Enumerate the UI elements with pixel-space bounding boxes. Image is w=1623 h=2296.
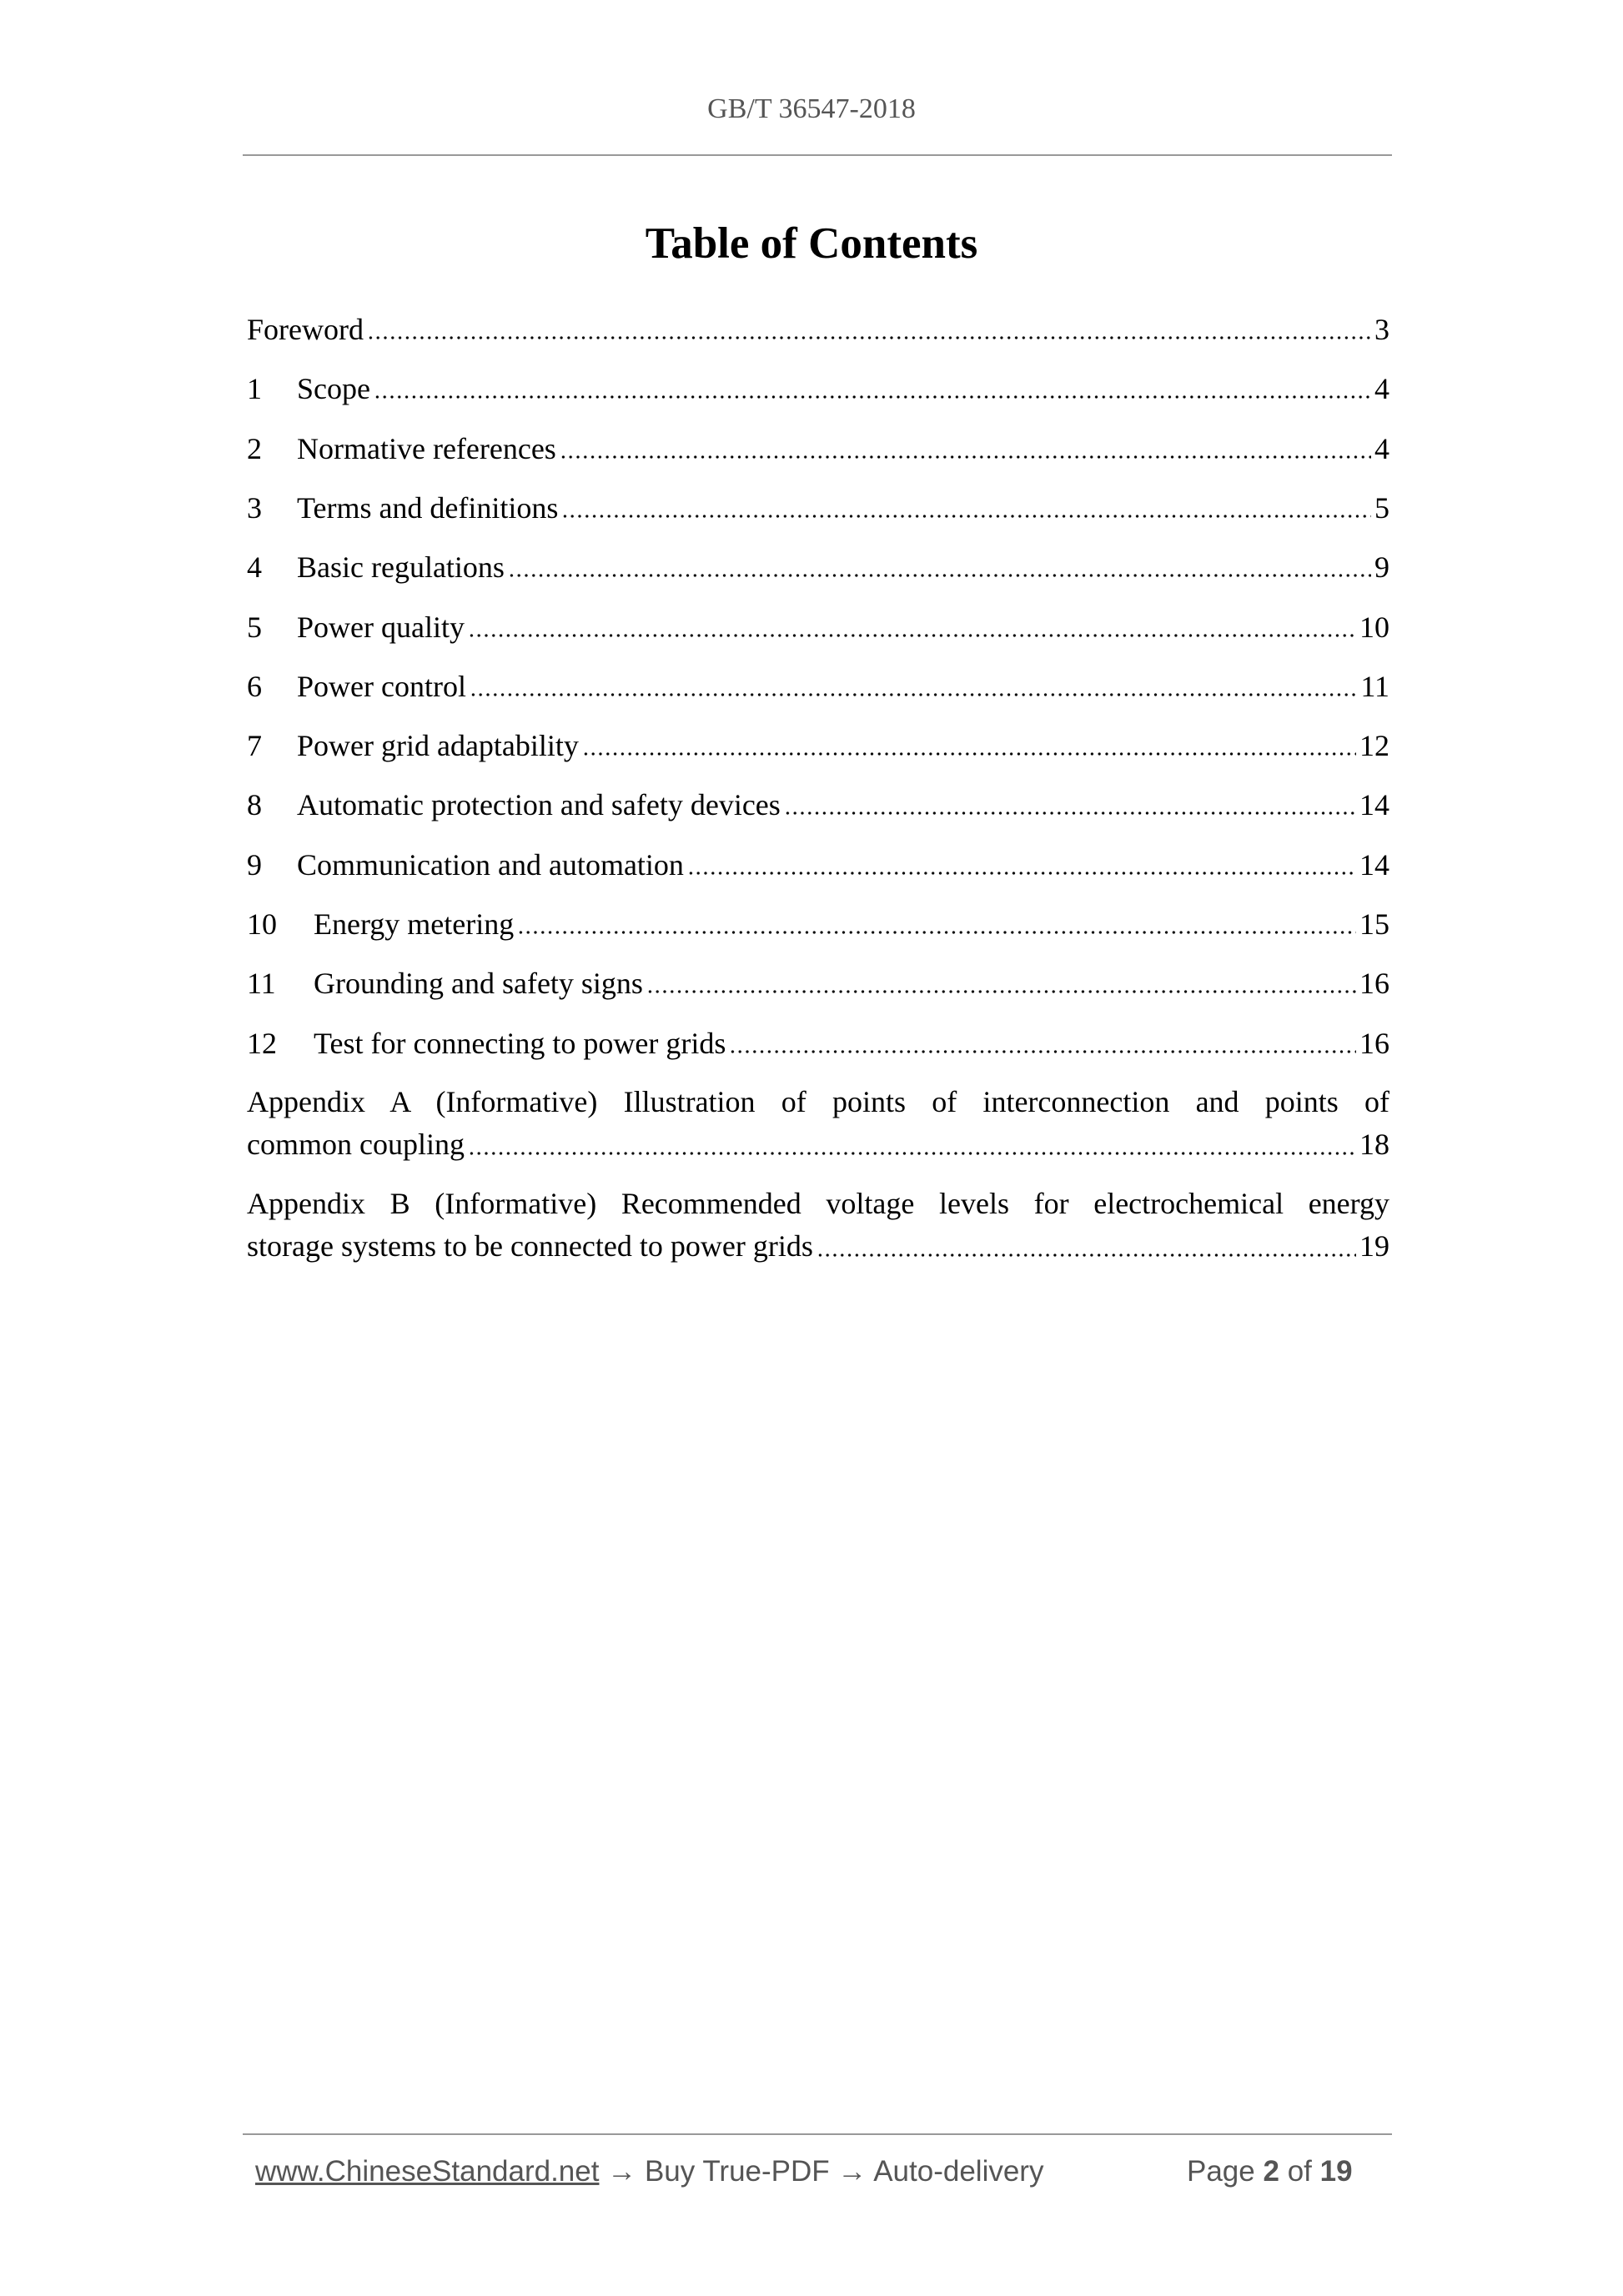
toc-entry-number: 9: [247, 847, 262, 882]
page-indicator: [1187, 2155, 1353, 2188]
toc-entry[interactable]: [247, 1022, 1389, 1064]
dot-leader: [729, 1049, 1356, 1054]
toc-entry[interactable]: [247, 546, 1389, 588]
toc-entry-number: 1: [247, 372, 262, 406]
header-divider: [243, 154, 1392, 156]
buy-text: Buy True-PDF: [644, 2155, 830, 2188]
arrow-icon: →: [607, 2155, 637, 2188]
toc-entry[interactable]: [247, 725, 1389, 766]
toc-entry-page: 3: [1374, 313, 1389, 346]
toc-entry-page: 5: [1374, 490, 1389, 525]
toc-entry[interactable]: [247, 784, 1389, 826]
page-label: Page: [1187, 2155, 1255, 2188]
toc-entry-page: 9: [1374, 550, 1389, 585]
toc-entry-label: Appendix B (Informative) Recommended voltage levels for electrochemical energy: [247, 1187, 1389, 1220]
toc-entry-label: Appendix A (Informative) Illustration of points of interconnection and points of: [247, 1085, 1389, 1118]
toc-entry-page: 15: [1359, 907, 1389, 941]
page-title: Table of Contents: [645, 219, 978, 268]
toc-entry-number: 8: [247, 788, 262, 822]
toc-entry-label: Automatic protection and safety devices: [297, 788, 781, 822]
dot-leader: [646, 989, 1356, 994]
toc-entry-number: 12: [247, 1026, 277, 1060]
toc-entry[interactable]: [247, 606, 1389, 648]
toc-entry-label: Grounding and safety signs: [314, 967, 643, 1001]
delivery-text: Auto-delivery: [873, 2155, 1044, 2188]
toc-entry-page: 14: [1359, 847, 1389, 882]
dot-leader: [367, 335, 1371, 340]
toc-entry[interactable]: [247, 487, 1389, 529]
toc-entry[interactable]: [247, 428, 1389, 470]
toc-entry-appendix-b[interactable]: [247, 1183, 1389, 1268]
chinesestandard-link[interactable]: www.ChineseStandard.net: [255, 2155, 600, 2188]
toc-entry-label: common coupling: [247, 1128, 465, 1161]
dot-leader: [468, 1151, 1356, 1156]
toc-entry-label: storage systems to be connected to power grids: [247, 1229, 813, 1263]
toc-entry-page: 10: [1359, 610, 1389, 644]
toc-entry-page: 16: [1359, 1026, 1389, 1060]
toc-entry-page: 11: [1360, 669, 1389, 703]
toc-entry[interactable]: [247, 309, 1389, 350]
page-total: 19: [1319, 2155, 1353, 2188]
toc-entry-number: 5: [247, 610, 262, 644]
dot-leader: [560, 455, 1371, 460]
toc-entry-page: 16: [1359, 967, 1389, 1001]
toc-entry[interactable]: [247, 368, 1389, 409]
toc-entry-label: Foreword: [247, 313, 364, 346]
dot-leader: [784, 811, 1356, 816]
toc-entry-number: 10: [247, 907, 277, 941]
dot-leader: [517, 930, 1356, 935]
toc-entry-number: 3: [247, 490, 262, 525]
toc-entry-page: 18: [1359, 1128, 1389, 1161]
toc-entry[interactable]: [247, 666, 1389, 707]
toc-entry-page: 14: [1359, 788, 1389, 822]
toc-entry-label: Basic regulations: [297, 550, 505, 585]
toc-entry-appendix-a[interactable]: [247, 1081, 1389, 1166]
toc-entry-label: Test for connecting to power grids: [314, 1026, 726, 1060]
toc-entry-label: Power grid adaptability: [297, 729, 579, 763]
toc-entry-label: Terms and definitions: [297, 490, 559, 525]
toc-entry-number: 6: [247, 669, 262, 703]
toc-entry-number: 2: [247, 431, 262, 465]
toc-entry-number: 4: [247, 550, 262, 585]
toc-entry-label: Power quality: [297, 610, 465, 644]
page-current: 2: [1263, 2155, 1279, 2188]
toc-entry-number: 7: [247, 729, 262, 763]
toc-entry-page: 4: [1374, 372, 1389, 406]
dot-leader: [582, 751, 1356, 756]
dot-leader: [374, 394, 1371, 399]
toc-entry[interactable]: [247, 903, 1389, 945]
dot-leader: [508, 573, 1371, 578]
toc-entry-page: 19: [1359, 1229, 1389, 1263]
toc-entry-page: 4: [1374, 431, 1389, 465]
of-label: of: [1287, 2155, 1312, 2188]
toc-entry-label: Communication and automation: [297, 847, 684, 882]
dot-leader: [817, 1253, 1356, 1258]
footer-promo: [255, 2155, 1043, 2188]
toc-entry-label: Normative references: [297, 431, 556, 465]
toc-entry-page: 12: [1359, 729, 1389, 763]
toc-entry[interactable]: [247, 962, 1389, 1004]
document-header: GB/T 36547-2018: [707, 93, 916, 124]
toc-entry-number: 11: [247, 967, 276, 1001]
dot-leader: [470, 692, 1357, 697]
dot-leader: [687, 871, 1356, 876]
footer-divider: [243, 2133, 1392, 2135]
dot-leader: [561, 514, 1371, 519]
arrow-icon: →: [837, 2155, 867, 2188]
toc-entry[interactable]: [247, 844, 1389, 886]
toc-entry-label: Scope: [297, 372, 370, 406]
dot-leader: [468, 633, 1356, 638]
toc-entry-label: Power control: [297, 669, 466, 703]
toc-entry-label: Energy metering: [314, 907, 515, 941]
